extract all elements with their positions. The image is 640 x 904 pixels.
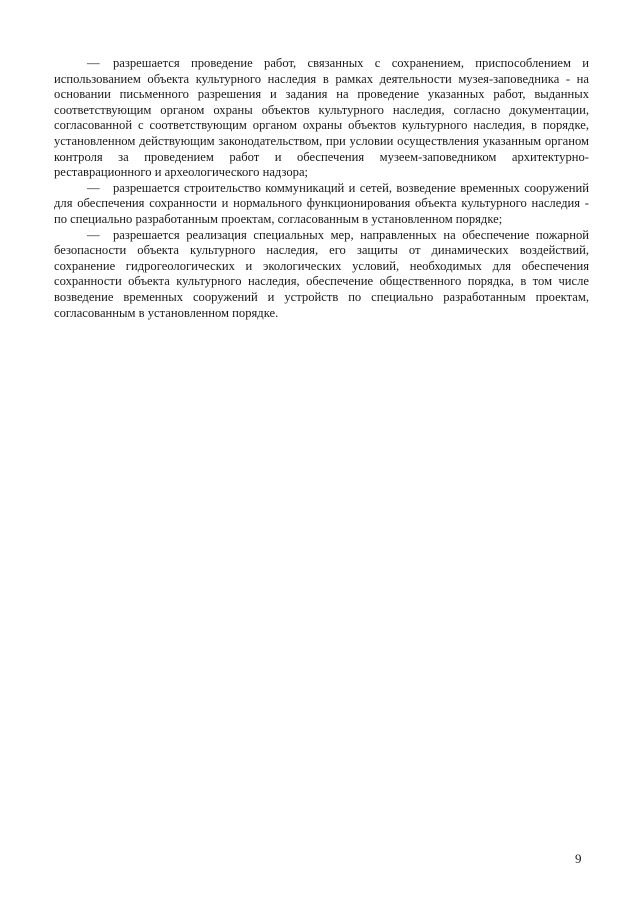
paragraph-text: разрешается реализация специальных мер, направленных на обеспечение пожарной безопасности объекта культурного наследия, его защиты от динамических воздействий, сохранение гидрогеологических и экологических условий, необходимых для обеспечения сохранности объекта культурного наследия, обеспечение общественного порядка, в том числе возведение временных сооружений и устройств по специально разработанным проектам, согласованным в установленном порядке. <box>54 227 589 320</box>
page-number: 9 <box>575 851 582 866</box>
list-dash: — <box>87 56 100 70</box>
paragraph-works-permission <box>54 56 589 181</box>
list-dash: — <box>87 180 100 195</box>
paragraph-text: разрешается строительство коммуникаций и сетей, возведение временных сооружений для обеспечения сохранности и нормального функционирования объекта культурного наследия - по специально разработанным проектам, согласованным в установленном порядке; <box>54 180 589 226</box>
paragraph-safety-measures <box>54 228 589 322</box>
document-page <box>54 56 589 321</box>
paragraph-text: разрешается проведение работ, связанных с сохранением, приспособлением и использованием объекта культурного наследия в рамках деятельности музея-заповедника - на основании письменного разрешения и задания на проведение указанных работ, выданных соответствующим органом охраны объектов культурного наследия, согласно документации, согласованной с соответствующим органом охраны объектов культурного наследия, в порядке, установленном действующим законодательством, при условии осуществления указанным органом контроля за проведением работ и обеспечения музеем-заповедником архитектурно-реставрационного и археологического надзора; <box>54 56 589 180</box>
list-dash: — <box>87 227 100 242</box>
paragraph-construction-permission <box>54 181 589 228</box>
